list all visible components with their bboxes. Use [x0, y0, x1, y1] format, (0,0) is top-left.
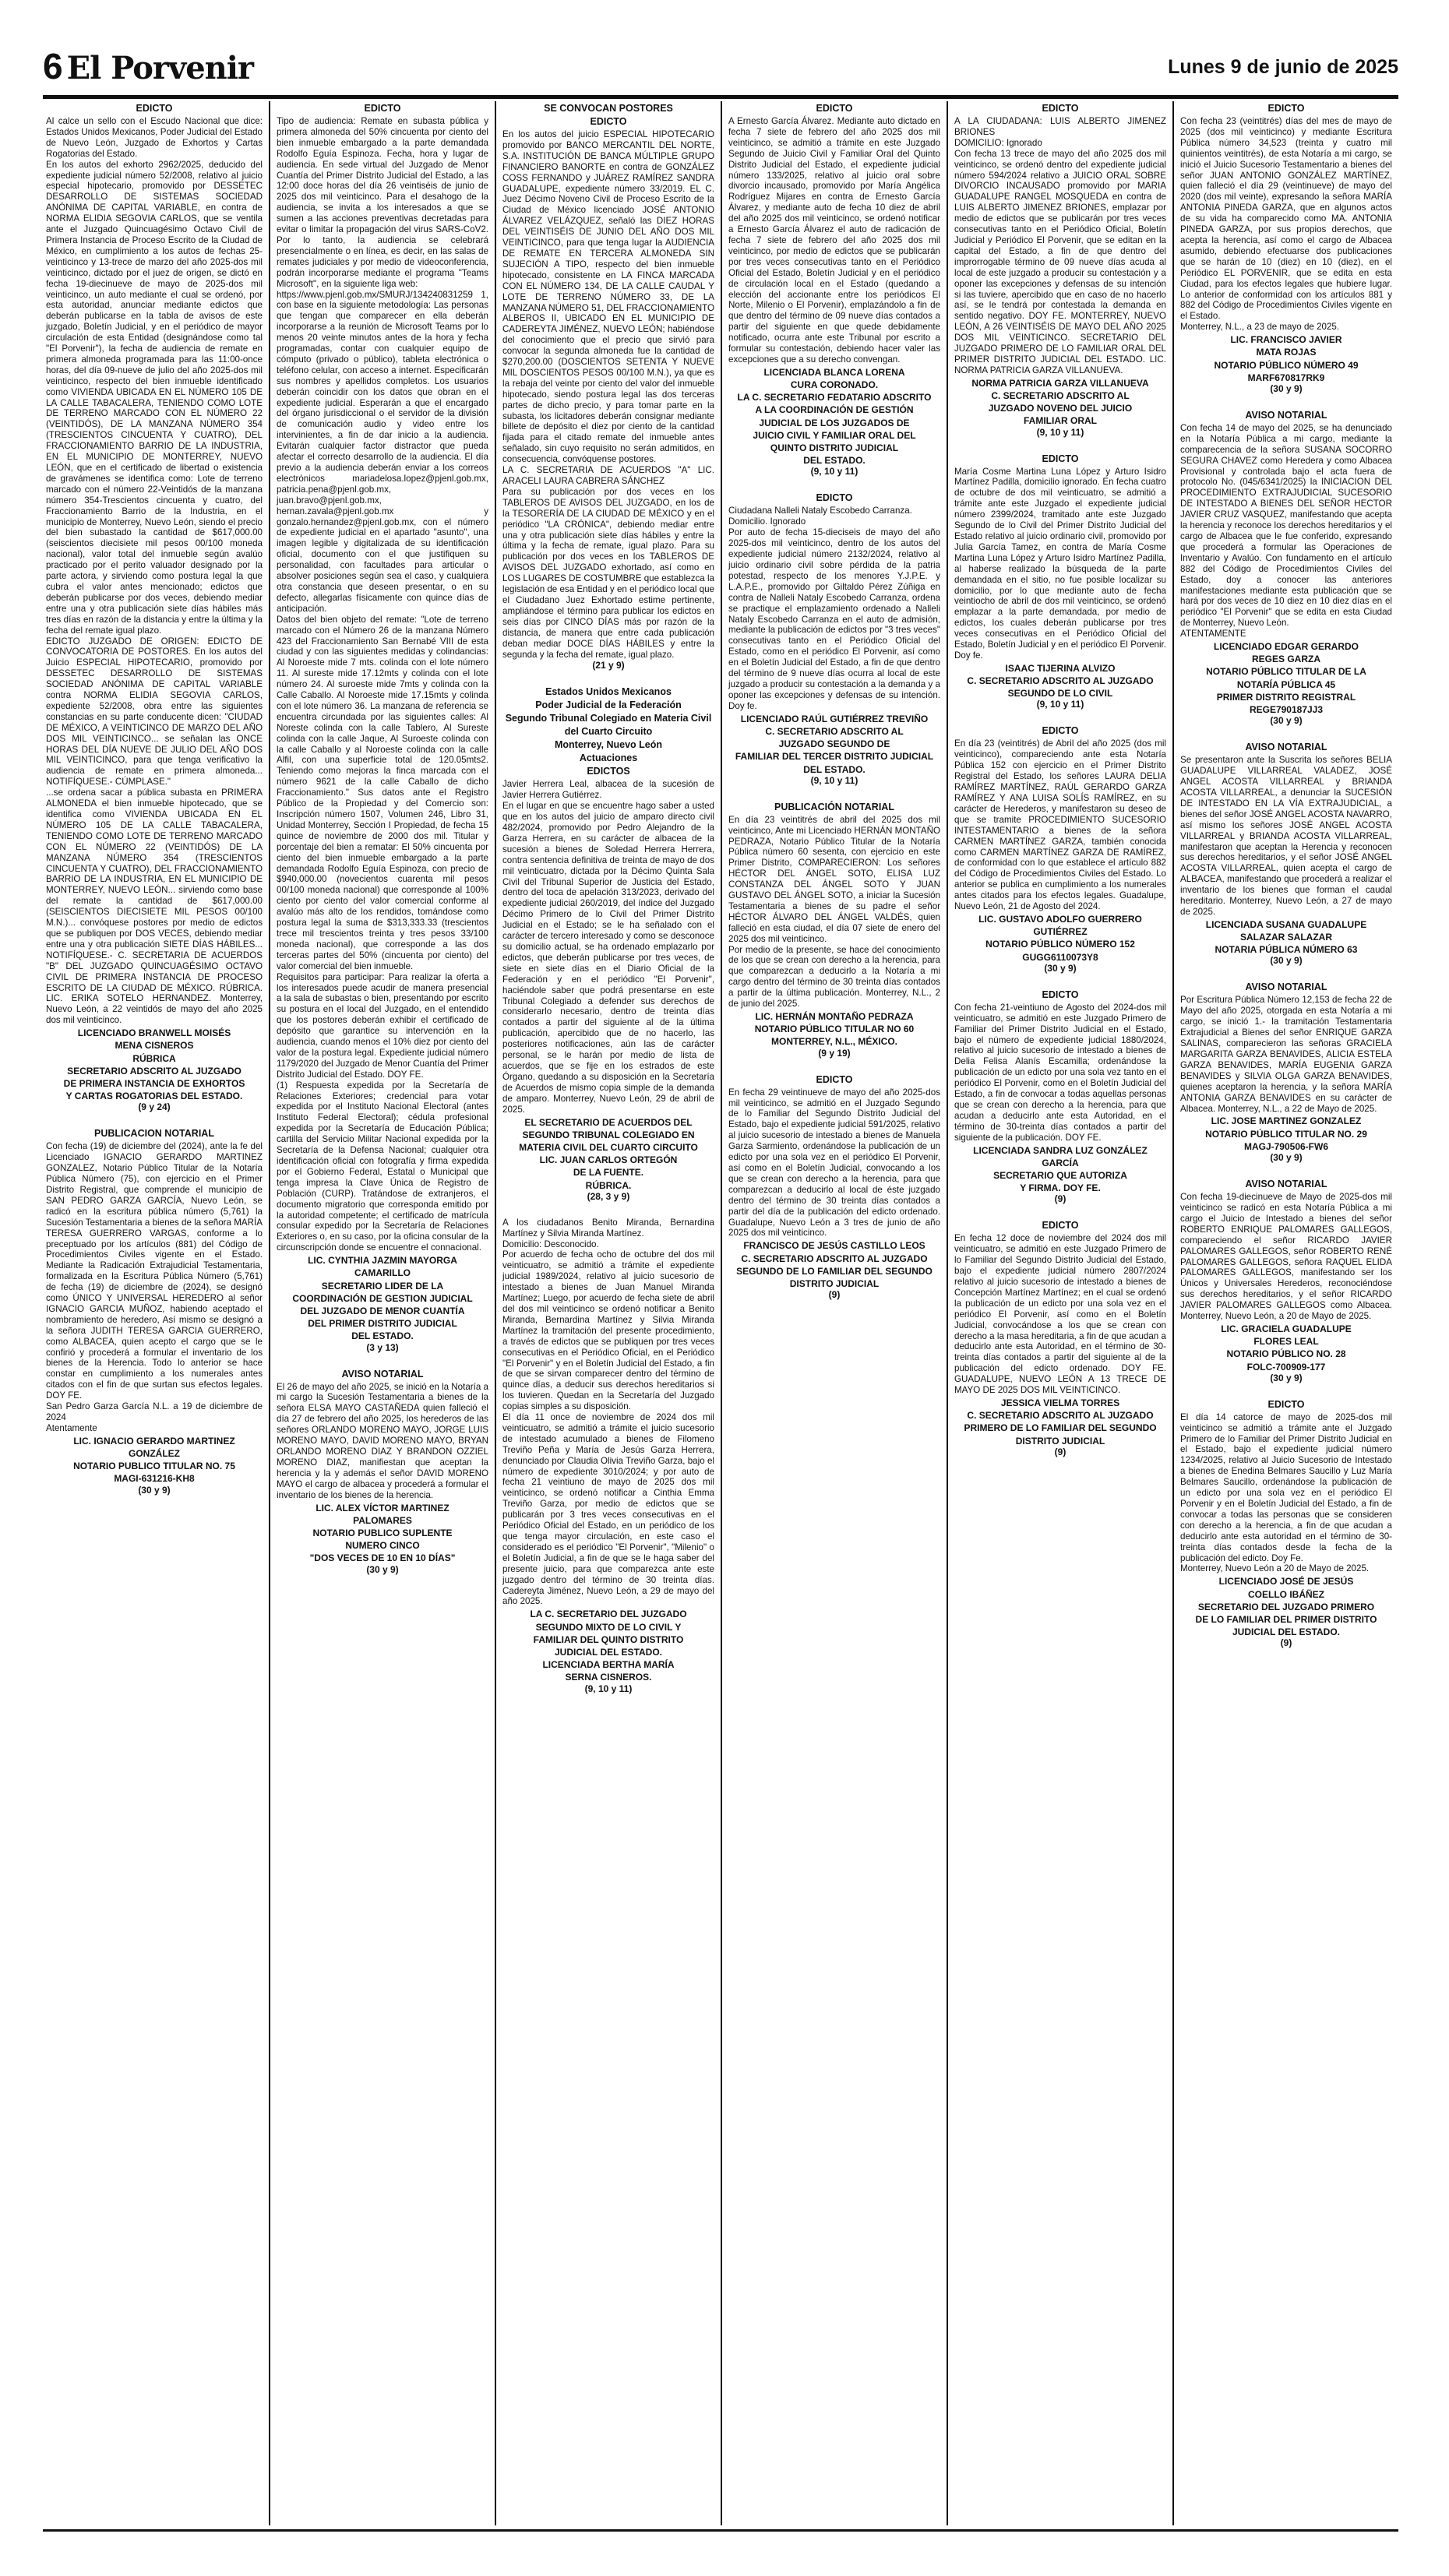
signature-line: GUGG6110073Y8	[1022, 951, 1098, 963]
signature-line: Y FIRMA. DOY FE.	[1020, 1182, 1101, 1194]
notice-paragraph: https://www.pjenl.gob.mx/SMURJ/134240831259 1, con base en la siguiente metodología: Las personas que tengan que comparecer en ella deberán incorporarse a la reunión de Microsoft Teams por lo menos 20 veinte minutos antes de la hora y fecha programadas, contar con cualquier equipo de cómputo (privado o público), tableta electrónica o teléfono celular, con acceso a internet. Especificarán sus nombres y apellidos completos. Los usuarios deberán coincidir con los datos que obran en el expediente judicial. Esperarán a que el encargado del órgano jurisdiccional o el servidor de la división de comunicación audio y video entre los intervinientes, a fin de dar inicio a la audiencia. Evitarán cualquier factor distractor que pueda afectar el correcto desarrollo de la audiencia. El día previo a la audiencia deberán enviar a los correos electrónicos mariadelosa.lopez@pjenl.gob.mx, patricia.pena@pjenl.gob.mx, juan.bravo@pjenl.gob.mx, hernan.zavala@pjenl.gob.mx y gonzalo.hernandez@pjenl.gob.mx, con el número de expediente judicial en el apartado "asunto", una imagen legible y digitalizada de su identificación oficial, documento con el que justifiquen su personalidad, con facultades para articular o absolver posiciones según sea el caso, y cualquiera otra constancia que deseen presentar, o en su defecto, allegarlas físicamente con quince días de anticipación.	[277, 289, 488, 614]
notice-paragraph: EDICTO JUZGADO DE ORIGEN: EDICTO DE CONVOCATORIA DE POSTORES. En los autos del Juicio ESPECIAL HIPOTECARIO, promovido por DESSETEC DESARROLLO DE SISTEMAS SOCIEDAD ANÓNIMA DE CAPITAL VARIABLE contra NORMA ELIDIA SEGOVIA CARLOS, expediente 52/2008, obra entre las siguientes constancias en su parte conducente dicen: "CIUDAD DE MÉXICO, A VEINTICINCO DE MARZO DEL AÑO DOS MIL VEINTICINCO... se señalan las ONCE HORAS DEL DÍA NUEVE DE JULIO DEL AÑO DOS MIL VEINTICINCO, para que tenga verificativo la audiencia de remate en primera almoneda... NOTIFÍQUESE.- CÚMPLASE."	[46, 636, 263, 788]
signature-line: SERNA CISNEROS.	[565, 1672, 652, 1683]
notice-paragraph: Ciudadana Nalleli Nataly Escobedo Carranza.	[728, 506, 912, 516]
publication-dates: (30 y 9)	[1270, 382, 1303, 394]
signature-line: LICENCIADO BRANWELL MOISÉS	[77, 1027, 231, 1039]
signature-line: JUICIO CIVIL Y FAMILIAR ORAL DEL	[753, 429, 916, 441]
notice-heading: AVISO NOTARIAL	[1245, 409, 1327, 421]
publication-dates: (9 y 24)	[138, 1101, 171, 1113]
notice-paragraph: Por acuerdo de fecha ocho de octubre del dos mil veinticuatro, se admitió a trámite el expediente judicial 1989/2024, relativo al juicio sucesorio de intestado a bienes de Juan Manuel Miranda Martínez; Luego, por acuerdo de fecha siete de abril del dos mil veinticinco se ordenó notificar a Benito Miranda, Bernardina Martínez y Silvia Miranda Martínez la tramitación del presente procedimiento, a través de edictos que se publiquen por tres veces consecutivas en el Periódico Oficial, en el Periódico "El Porvenir" y en el Boletín Judicial del Estado, a fin de que se sirvan comparecer dentro del término de quince días, a deducir sus derechos hereditarios si los tuvieren. Quedan en la Secretaría del Juzgado copias simples a su disposición.	[502, 1249, 714, 1412]
column-2	[269, 101, 495, 2525]
masthead-rule	[43, 95, 1398, 99]
signature-line: LIC. FRANCISCO JAVIER	[1230, 334, 1342, 346]
legal-notice	[728, 1074, 940, 1301]
column-6	[1172, 101, 1398, 2525]
signature-line: DEL ESTADO.	[803, 763, 866, 775]
signature-line: NOTARIO PÚBLICO NÚMERO 49	[1214, 359, 1359, 371]
publication-dates: (9, 10 y 11)	[1036, 426, 1084, 438]
notice-paragraph: Con fecha 19-diecinueve de Mayo de 2025-dos mil veinticinco se radicó en esta Notaría Pública a mi cargo el Juicio de Intestado a bienes del señor ROBERTO ENRIQUE PALOMARES GALLEGOS, compareciendo el señor RICARDO JAVIER PALOMARES GALLEGOS, señor ROBERTO RENÉ PALOMARES GALLEGOS, señora RAQUEL ELIDA PALOMARES GALLEGOS, manifestando ser los Únicos y Universales Herederos, reconociéndose sus derechos hereditarios, y el señor RICARDO JAVIER PALOMARES GALLEGOS como Albacea. Monterrey, Nuevo León, a 20 de Mayo de 2025.	[1180, 1192, 1392, 1322]
notice-heading: EDICTO	[816, 1073, 853, 1085]
notice-paragraph: En el lugar en que se encuentre hago saber a usted que en los autos del juicio de amparo directo civil 482/2024, promovido por Pedro Alejandro de la Garza Herrera, en su carácter de albacea de la sucesión a bienes de Soledad Herrera Herrera, contra sentencia definitiva de treinta de mayo de dos mil veinticuatro, dictada por la Décimo Quinta Sala Civil del Tribunal Superior de Justicia del Estado, dentro del toca de apelación 313/2023, derivado del expediente judicial 260/2019, del índice del Juzgado Décimo Primero de lo Civil del Primer Distrito Judicial en el Estado; se le ha señalado con el carácter de tercero interesado y como se desconoce su domicilio actual, se ha ordenado emplazarlo por edictos, que deberán publicarse por tres veces, de siete en siete días en el Diario Oficial de la Federación y en el periódico "El Porvenir", haciéndole saber que podrá presentarse en este Tribunal Colegiado a defender sus derechos de considerarlo necesario, dentro de treinta días contados a partir del siguiente al de la última publicación, apercibido que de no hacerlo, las posteriores notificaciones, aún las de carácter personal, se le harán por medio de lista de acuerdos, que se fije en los estrados de este Órgano, quedando a su disposición en la Secretaría de Acuerdos de mismo copia simple de la demanda de amparo. Monterrey, Nuevo León, 29 de abril de 2025.	[502, 801, 714, 1115]
notice-heading: Actuaciones	[579, 752, 638, 764]
notice-paragraph: En fecha 12 doce de noviembre del 2024 dos mil veinticuatro, se admitió en este Juzgado Primero de lo Familiar del Segundo Distrito Judicial del Estado, bajo el expediente judicial número 2807/2024 relativo al juicio sucesorio de intestado a bienes de Concepción Martínez Martínez; en el cual se ordenó la publicación de un edicto por una sola vez en el periódico El Porvenir, así como en el Boletín Judicial, convocándose a los que se crean con derecho a la masa hereditaria, a fin de que acudan a deducirlo ante esta Autoridad, en el término de 30-treinta días contados a partir del siguiente al de la publicación del edicto ordenado. DOY FE. GUADALUPE, NUEVO LEÓN A 13 TRECE DE MAYO DE 2025 DOS MIL VEINTICINCO.	[954, 1233, 1166, 1396]
signature-line: LICENCIADA SUSANA GUADALUPE	[1205, 918, 1367, 930]
notice-paragraph: A LA CIUDADANA: LUIS ALBERTO JIMENEZ BRIONES	[954, 116, 1166, 137]
signature-line: SECRETARIO DEL JUZGADO PRIMERO	[1197, 1601, 1375, 1612]
signature-line: NOTARIO PÚBLICO TITULAR DE LA	[1206, 666, 1366, 678]
signature-line: LIC. GUSTAVO ADOLFO GUERRERO	[978, 913, 1142, 925]
signature-line: C. SECRETARIO ADSCRITO AL JUZGADO	[967, 675, 1154, 687]
newspaper-page	[43, 47, 1398, 2532]
signature-line: NORMA PATRICIA GARZA VILLANUEVA	[971, 377, 1149, 389]
signature-line: LIC. JUAN CARLOS ORTEGÓN	[539, 1154, 678, 1166]
notice-paragraph: Por medio de la presente, se hace del conocimiento de los que se crean con derecho a la herencia, para que comparezcan a deducirlo a la Notaría a mi cargo dentro del término de 30 treinta días contados a partir de la última publicación. Monterrey, N.L., 2 de junio del 2025.	[728, 944, 940, 1010]
bottom-rule	[43, 2529, 1398, 2532]
notice-paragraph: El día 14 catorce de mayo de 2025-dos mil veinticinco se admitió a trámite ante el Juzgado Primero de lo Familiar del Primer Distrito Judicial en el Estado, bajo el expediente judicial número 1234/2025, relativo al Juicio Sucesorio de Intestado a bienes de Enedina Belmares Saucillo y Luz María Belmares Saucillo, ordenándose la publicación de un edicto por una sola vez en el periódico El Porvenir y en el Boletín Judicial del Estado, a fin de convocar a todas las personas que se consideren con derecho a la herencia, a fin de que acudan a deducirlo ante esta autoridad en el término de 30-treinta días contados desde la fecha de la publicación del edicto. Doy Fe.	[1180, 1411, 1392, 1563]
signature-line: FAMILIAR DEL QUINTO DISTRITO	[533, 1633, 684, 1645]
legal-notice	[954, 1220, 1166, 1457]
publication-dates: (30 y 9)	[1270, 715, 1303, 727]
legal-notice	[277, 1369, 488, 1575]
signature-line: SECRETARIO ADSCRITO AL JUZGADO	[67, 1065, 242, 1077]
notice-paragraph: LA C. SECRETARIA DE ACUERDOS "A" LIC. ARACELI LAURA CABRERA SÁNCHEZ	[502, 465, 714, 486]
notice-heading: EDICTO	[1042, 725, 1079, 737]
signature-line: SECRETARIO QUE AUTORIZA	[993, 1169, 1127, 1181]
legal-notice	[1180, 1179, 1392, 1383]
legal-notice	[277, 103, 488, 1353]
notice-paragraph: En día 23 (veintitrés) de Abril del año 2025 (dos mil veinticinco), compareciendo ante esta Notaría Pública 152 con ejercicio en el Primer Distrito Registral del Estado, los señores LAURA DELIA RAMÍREZ MARTÍNEZ, RAÚL GERARDO GARZA RAMÍREZ Y ANA LUISA SOLÍS RAMÍREZ, en su carácter de Herederos, y manifestaron su deseo de que se tramite PROCEDIMIENTO SUCESORIO INTESTAMENTARIO a bienes de la señora CARMEN MARTÍNEZ GARZA, también conocida como CARMEN MARTÍNEZ GARZA DE RAMÍREZ, de conformidad con lo que establece el artículo 882 del Código de Procedimientos Civiles del Estado. Lo anterior se publica en cumplimiento a los numerales antes citados para los efectos legales. Guadalupe, Nuevo León, 21 de Agosto del 2024.	[954, 738, 1166, 912]
signature-line: MAGI-631216-KH8	[114, 1473, 195, 1485]
signature-line: JESSICA VIELMA TORRES	[1000, 1397, 1120, 1408]
publication-dates: (9, 10 y 11)	[810, 774, 858, 786]
signature-line: LIC. GRACIELA GUADALUPE	[1221, 1323, 1352, 1334]
legal-notice	[1180, 1399, 1392, 1649]
signature-line: GONZÁLEZ	[129, 1448, 180, 1460]
signature-line: C. SECRETARIO ADSCRITO AL	[765, 725, 904, 737]
legal-notice	[1180, 981, 1392, 1163]
signature-line: LIC. CYNTHIA JAZMIN MAYORGA	[308, 1255, 457, 1267]
signature-line: NOTARIA PÚBLICA NÚMERO 63	[1215, 944, 1358, 956]
newspaper-title: El Porvenir	[66, 50, 254, 86]
signature-line: FAMILIAR DEL TERCER DISTRITO JUDICIAL	[735, 751, 934, 763]
notice-paragraph: En los autos del exhorto 2962/2025, deducido del expediente judicial número 52/2008, relativo al juicio especial hipotecario, promovido por DESSETEC DESARROLLO DE SISTEMAS SOCIEDAD ANÓNIMA DE CAPITAL VARIABLE, en contra de NORMA ELIDIA SEGOVIA CARLOS, que se ventila ante el Juzgado Quincuagésimo Octavo Civil de Primera Instancia de Proceso Escrito de la Ciudad de México, en cumplimiento a los autos de fechas 25-veinticinco y 13-trece de marzo del año 2025-dos mil veinticinco, dictado por el juez de origen, se dictó en fecha 19-diecinueve de mayo de 2025-dos mil veinticinco, un auto mediante el cual se ordenó, por esta autoridad, anunciar mediante edictos que deberán publicarse en la tabla de avisos de este juzgado, Boletín Judicial, y en el periódico de mayor circulación de esta Entidad (designándose como tal "El Porvenir"), la fecha de audiencia de remate en primera almoneda programada para las 11:00-once horas, del día 09-nueve de julio del año 2025-dos mil veinticinco, respecto del bien inmueble identificado como VIVIENDA UBICADA EN EL NÚMERO 105 DE LA CALLE TABACALERA, TENIENDO COMO LOTE DE TERRENO MARCADO CON EL NÚMERO 22 (VEINTIDÓS), DE LA MANZANA NÚMERO 354 (TRESCIENTOS CINCUENTA Y CUATRO), DEL FRACCIONAMIENTO BARRIO DE LA INDUSTRIA, EN EL MUNICIPIO DE MONTERREY, NUEVO LEÓN, que en el certificado de libertad o existencia de gravámenes se identifica como: Lote de terreno marcado con el número 22-Veintidós de la manzana número 354-Trescientos cincuenta y cuatro, del Fraccionamiento Barrio de la Industria, en el municipio de Monterrey, Nuevo León, siendo el precio del bien subastado la cantidad de $617,000.00 (seiscientos diecisiete mil pesos 00/100 moneda nacional), valor total del inmueble según avalúo practicado por el perito valuador designado por la parte actora, y sirviendo como postura legal la que cubra el valor antes mencionado; edictos que deberán publicarse por dos veces, debiendo mediar entre una y otra publicación siete días hábiles más tres días en razón de la distancia y entre la última y la fecha del remate igual plazo.	[46, 159, 263, 636]
signature-line: RÚBRICA.	[585, 1179, 632, 1191]
publication-dates: (9, 10 y 11)	[584, 1683, 633, 1694]
signature-line: DE LA FUENTE.	[573, 1167, 644, 1179]
signature-line: LICENCIADA BERTHA MARÍA	[542, 1659, 675, 1671]
masthead	[43, 47, 1398, 95]
publication-dates: (9, 10 y 11)	[1036, 699, 1084, 710]
signature-line: NOTARÍA PÚBLICA 45	[1236, 678, 1336, 690]
notice-paragraph: Con fecha 13 trece de mayo del año 2025 dos mil veinticinco, se ordenó dentro del expediente judicial número 594/2024 relativo a JUICIO ORAL SOBRE DIVORCIO INCAUSADO promovido por MARIA GUADALUPE RANGEL MOSQUEDA en contra de LUIS ALBERTO JIMENEZ BRIONES, emplazar por medio de edictos que se publicarán por tres veces consecutivas tanto en el Periódico Oficial, Boletín Judicial y Periódico El Porvenir, que se editan en la capital del Estado, a fin de que dentro del improrrogable término de 09 nueve días acuda al local de este juzgado a producir su contestación y a oponer las excepciones y defensas de su intención si las tuviere, apercibido que en caso de no hacerlo así, se le tendrá por contestada la demanda en sentido negativo. DOY FE. MONTERREY, NUEVO LEÓN, A 26 VEINTISÉIS DE MAYO DEL AÑO 2025 DOS MIL VEINTICINCO. SECRETARIO DEL JUZGADO PRIMERO DE LO FAMILIAR ORAL DEL PRIMER DISTRITO JUDICIAL DEL ESTADO. LIC. NORMA PATRICIA GARZA VILLANUEVA.	[954, 148, 1166, 375]
legal-notice	[502, 103, 714, 671]
issue-date: Lunes 9 de junio de 2025	[1168, 56, 1398, 78]
legal-notice	[728, 103, 940, 477]
column-1	[43, 101, 269, 2525]
legal-notice	[954, 989, 1166, 1205]
signature-line: DEL JUZGADO DE MENOR CUANTÍA	[300, 1305, 465, 1316]
signature-line: SEGUNDO TRIBUNAL COLEGIADO EN	[522, 1129, 695, 1140]
legal-notice	[502, 686, 714, 1201]
signature-line: DE LO FAMILIAR DEL PRIMER DISTRITO	[1195, 1613, 1377, 1625]
legal-notice	[1180, 742, 1392, 966]
publication-dates: (30 y 9)	[1270, 1372, 1303, 1383]
signature-line: C. SECRETARIO ADSCRITO AL	[991, 389, 1130, 401]
signature-line: MENA CISNEROS	[115, 1040, 194, 1052]
notice-paragraph: (1) Respuesta expedida por la Secretaría de Relaciones Exteriores; credencial para votar expedida por el Instituto Nacional Electoral (antes Instituto Federal Electoral); cédula profesional expedida por la Secretaría de Educación Pública; cartilla del Servicio Militar Nacional expedida por la Secretaría de la Defensa Nacional; cualquier otra identificación oficial con fotografía y firma expedida por el Gobierno Federal, Estatal o Municipal que tenga impresa la Clave Única de Registro de Población (CURP). Tratándose de extranjeros, el documento migratorio que corresponda emitido por la autoridad competente; el certificado de matrícula consular expedido por la Secretaría de Relaciones Exteriores o, en su caso, por la oficina consular de la circunscripción donde se encuentre el connacional.	[277, 1080, 488, 1253]
signature-line: FRANCISCO DE JESÚS CASTILLO LEOS	[743, 1240, 925, 1252]
notice-paragraph: En fecha 29 veintinueve de mayo del año 2025-dos mil veinticinco, se admitió en el Juzgado Segundo de lo Familiar del Segundo Distrito Judicial del Estado, bajo el expediente judicial 591/2025, relativo al juicio sucesorio de intestado a bienes de Manuela Garza Sarmiento, ordenándose la publicación de un edicto por una sola vez en el periódico El Porvenir, así como en el Boletín Judicial, convocando a los que se crean con derecho a la herencia, para que comparezcan a deducirlo al local de éste juzgado dentro del término de 30 treinta días contados a partir del día de la publicación del edicto ordenado. Guadalupe, Nuevo León a 3 tres de junio de año 2025 dos mil veinticinco.	[728, 1087, 940, 1239]
notice-paragraph: Requisitos para participar: Para realizar la oferta a los interesados puede acudir de manera presencial a la sala de subastas o bien, presentando por escrito su postura en el local del Juzgado, en el entendido que los postores deberán exhibir el certificado de depósito que garantice su intervención en la audiencia, cuando menos el 10% diez por ciento del valor de la postura legal. Expediente judicial número 1179/2020 del Juzgado de Menor Cuantía del Primer Distrito Judicial del Estado. DOY FE.	[277, 971, 488, 1080]
notice-paragraph: En día 23 veintitrés de abril del 2025 dos mil veinticinco, Ante mi Licenciado HERNÁN MONTAÑO PEDRAZA, Notario Público Titular de la Notaría Pública número 60 sesenta, con ejercicio en este Primer Distrito, COMPARECIERON: Los señores HÉCTOR DEL ÁNGEL SOTO, ELISA LUZ CONSTANZA DEL ÁNGEL SOTO Y JUAN GUSTAVO DEL ÁNGEL SOTO, a iniciar la Sucesión Testamentaria a bienes de su padre el señor HÉCTOR ÁLVARO DEL ÁNGEL VALDÉS, quien falleció en esta ciudad, el día 07 siete de enero del 2025 dos mil veinticinco.	[728, 814, 940, 944]
column-5	[947, 101, 1172, 2525]
signature-line: MONTERREY, N.L., MÉXICO.	[770, 1036, 897, 1048]
legal-notice	[954, 103, 1166, 438]
legal-notice	[46, 1128, 263, 1495]
publication-dates: (9 y 19)	[818, 1047, 851, 1059]
publication-dates: (9, 10 y 11)	[810, 466, 858, 477]
notice-paragraph: Domicilio. Ignorado	[728, 516, 806, 527]
newspaper-logo	[43, 48, 253, 86]
publication-dates: (9)	[1054, 1446, 1066, 1457]
notice-paragraph: Con fecha 21-veintiuno de Agosto del 2024-dos mil veinticuatro, se admitió en este Juzgado Primero de Familiar del Primer Distrito Judicial en el Estado, bajo el número de expediente judicial 1880/2024, relativo al juicio sucesorio de intestado a bienes de Delia Felisa Alanís Escamilla; ordenándose la publicación de un edicto por una sola vez tanto en el periódico El Porvenir, como en el Boletín Judicial del Estado, a fin de convocar a todas aquellas personas que se crean con derecho a la herencia, para que acudan a deducirlo ante esta Autoridad, en el término de 30-treinta días contados a partir del siguiente de la publicación. DOY FE.	[954, 1002, 1166, 1143]
signature-line: QUINTO DISTRITO JUDICIAL	[770, 442, 899, 454]
notice-paragraph: Tipo de audiencia: Remate en subasta pública y primera almoneda del 50% cincuenta por ciento del bien inmueble embargado a la parte demandada Rodolfo Eguía Espinoza. Fecha, hora y lugar de audiencia. En sede virtual del Juzgado de Menor Cuantía del Primer Distrito Judicial del Estado, a las 12:00 doce horas del día 26 veintiséis de junio de 2025 dos mil veinticinco. Para el desahogo de la audiencia, se invita a los interesados a que se sumen a las acciones preventivas decretadas para evitar o limitar la propagación del virus SARS-CoV2. Por lo tanto, la audiencia se celebrará presencialmente o en línea, es decir, en las salas de remates judiciales y por medio de videoconferencia, podrán incorporarse mediante el programa "Teams Microsoft", en la siguiente liga web:	[277, 116, 488, 289]
notice-heading: AVISO NOTARIAL	[1245, 1179, 1327, 1190]
signature-line: MATA ROJAS	[1256, 347, 1317, 358]
notice-heading: EDICTO	[1042, 103, 1079, 114]
notice-paragraph: ...se ordena sacar a pública subasta en PRIMERA ALMONEDA el bien inmueble hipotecado, que se identifica como VIVIENDA UBICADA EN EL NÚMERO 105 DE LA CALLE TABACALERA, TENIENDO COMO LOTE DE TERRENO MARCADO CON EL NÚMERO 22 (VEINTIDÓS) DE LA MANZANA NÚMERO 354 (TRESCIENTOS CINCUENTA Y CUATRO), DEL FRACCIONAMIENTO BARRIO DE LA INDUSTRIA, EN EL MUNICIPIO DE MONTERREY, NUEVO LEÓN... sirviendo como base del remate la cantidad de $617,000.00 (SEISCIENTOS DIECISIETE MIL PESOS 00/100 M.N.)... convóquese postores por medio de edictos que se publiquen por DOS VECES, debiendo mediar entre una y otra publicación SIETE DÍAS HÁBILES... NOTIFÍQUESE.- C. SECRETARIA DE ACUERDOS "B" DEL JUZGADO QUINCUAGÉSIMO OCTAVO CIVIL DE PRIMERA INSTANCIA DE PROCESO ESCRITO DE LA CIUDAD DE MÉXICO. RÚBRICA. LIC. ERIKA SOTELO HERNANDEZ. Monterrey, Nuevo León, a 22 veintidós de mayo del año 2025 dos mil veinticinco.	[46, 788, 263, 1026]
signature-line: LIC. IGNACIO GERARDO MARTINEZ	[73, 1435, 235, 1447]
signature-line: PRIMERO DE LO FAMILIAR DEL SEGUNDO	[964, 1422, 1157, 1434]
notice-heading: EDICTO	[1042, 1220, 1079, 1232]
legal-notice	[728, 492, 940, 785]
notice-paragraph: Se presentaron ante la Suscrita los señores BELIA GUADALUPE VILLARREAL VALADEZ, JOSÉ ANGEL ACOSTA VILLARREAL y BRIANDA ACOSTA VILLARREAL, a denunciar la SUCESIÓN DE INTESTADO EN LA VÍA EXTRAJUDICIAL, a bienes del señor JOSÉ ANGEL ACOSTA NAVARRO, así mismo los señores JOSÉ ANGEL ACOSTA VILLARREAL y BRIANDA ACOSTA VILLARREAL, manifestaron que aceptan la Herencia y reconocen sus derechos hereditarios, y el señor JOSÉ ANGEL ACOSTA VILLARREAL, quien acepta el cargo de ALBACEA, manifestando que procederá a realizar el inventario de los bienes que forman el caudal hereditario. Monterrey, Nuevo León, a 27 de mayo de 2025.	[1180, 755, 1392, 917]
signature-line: JUDICIAL DEL ESTADO.	[554, 1646, 663, 1658]
notice-paragraph: Javier Herrera Leal, albacea de la sucesión de Javier Herrera Gutiérrez.	[502, 779, 714, 801]
signature-line: NOTARIO PÚBLICO NO. 28	[1226, 1348, 1346, 1360]
signature-line: FAMILIAR ORAL	[1024, 415, 1097, 427]
notice-heading: AVISO NOTARIAL	[341, 1368, 424, 1380]
notice-heading: AVISO NOTARIAL	[1245, 981, 1327, 993]
publication-dates: (9)	[828, 1289, 841, 1301]
notice-paragraph: Por auto de fecha 15-dieciseis de mayo del año 2025-dos mil veinticinco, dentro de los autos del expediente judicial número 2132/2024, relativo al juicio ordinario civil sobre pérdida de la patria potestad, respecto de los menores Y.J.P.E. y L.A.P.E., promovido por Giltaldo Pérez Zúñiga en contra de Nalleli Nataly Escobedo Carranza, ordena se practique el emplazamiento ordenado a Nalleli Nataly Escobedo Carranza en el auto de admisión, mediante la publicación de edictos por "3 tres veces" consecutivas tanto en el Periódico Oficial del Estado, como en el periódico El Porvenir, así como en el Boletín Judicial del Estado, a fin de que dentro del término de 9 nueve días ocurra al local de este juzgado a producir su contestación a la demanda y a oponer las excepciones y defensas de su intención. Doy fe.	[728, 527, 940, 711]
notice-heading: PUBLICACIÓN NOTARIAL	[774, 801, 894, 812]
notice-paragraph: María Cosme Martina Luna López y Arturo Isidro Martínez Padilla, domicilio ignorado. En fecha cuatro de octubre de dos mil veinticuatro, se admitió a trámite ante este Juzgado el expediente judicial número 2399/2024, tramitado ante este Juzgado Segundo de lo Civil del Primer Distrito Judicial del Estado relativo al juicio ordinario civil, promovido por Julia García Tamez, en contra de María Cosme Martina Luna López y Arturo Isidro Martínez Padilla, al haberse realizado la búsqueda de la parte demandada en el sitio, no fue posible localizar su domicilio, por lo que mediante auto de fecha veintiocho de abril de dos mil veinticinco, se ordenó emplazar a la parte demandada, por medio de edictos, los cuales deberán publicarse por tres veces consecutivas en el Periódico Oficial del Estado, Boletín Judicial y en el periódico El Porvenir. Doy fe.	[954, 466, 1166, 661]
signature-line: MARF670817RK9	[1247, 372, 1325, 383]
legal-notice	[1180, 103, 1392, 394]
publication-dates: (21 y 9)	[592, 660, 625, 671]
signature-line: FLORES LEAL	[1253, 1336, 1319, 1348]
signature-line: DISTRITO JUDICIAL	[789, 1277, 880, 1289]
legal-notice	[954, 725, 1166, 973]
signature-line: SEGUNDO MIXTO DE LO CIVIL Y	[535, 1621, 682, 1633]
notice-paragraph: Datos del bien objeto del remate: "Lote de terreno marcado con el Número 26 de la manzana Número 423 del Fraccionamiento San Bernabé VIII de esta ciudad y con las siguientes medidas y colindancias: Al Noroeste mide 7 mts. colinda con el lote número 11. Al sureste mide 17.12mts y colinda con el lote número 24. Al suroeste mide 7mts y colinda con la Calle Caballo. Al Noroeste mide 17.15mts y colinda con el lote número 36. La manzana de referencia se encuentra circundada por las siguientes calles: Al Noreste colinda con la calle Tablero, Al Sureste colinda con la calle Jaque, Al Suroeste colinda con la calle Caballo y al Noroeste colinda con la calle Alfil, con una superficie total de 120.05mts2. Teniendo como mejoras la finca marcada con el número 9621 de la calle Caballo de dicho Fraccionamiento." Sus datos ante el Registro Público de la Propiedad y del Comercio son: Inscripción número 1507, Volumen 246, Libro 31, Unidad Monterrey, Sección I Propiedad, de fecha 15 quince de noviembre de 2000 dos mil. Titular y porcentaje del bien a rematar: El 50% cincuenta por ciento del bien inmueble embargado a la parte demandada Rodolfo Eguía Espinoza, con precio de $940,000.00 (novecientos cuarenta mil pesos 00/100 moneda nacional) que corresponde al 100% ciento por ciento del valor comercial conforme al avalúo más alto de los rendidos, tomándose como postura legal la suma de $313,333.33 (trescientos trece mil trescientos treinta y tres pesos 33/100 moneda nacional), que corresponde a las dos terceras partes del 50% (cincuenta por ciento) del valor comercial del bien inmueble.	[277, 614, 488, 971]
notice-heading: EDICTO	[1042, 453, 1079, 464]
signature-line: PALOMARES	[353, 1514, 412, 1526]
signature-line: SEGUNDO DE LO FAMILIAR DEL SEGUNDO	[736, 1265, 933, 1277]
notice-heading: Segundo Tribunal Colegiado en Materia Civil	[505, 713, 712, 724]
notice-heading: Poder Judicial de la Federación	[535, 700, 682, 711]
signature-line: DISTRITO JUDICIAL	[1015, 1435, 1105, 1447]
signature-line: JUDICIAL DE LOS JUZGADOS DE	[759, 417, 910, 428]
notice-heading: Monterrey, Nuevo León	[555, 739, 662, 751]
signature-line: NOTARIO PÚBLICO NÚMERO 152	[985, 939, 1135, 950]
notice-heading: EDICTO	[1042, 988, 1079, 1000]
notice-heading: EDICTO	[816, 103, 853, 114]
column-4	[721, 101, 947, 2525]
legal-notice	[46, 103, 263, 1112]
notice-paragraph: Para su publicación por dos veces en los TABLEROS DE AVISOS DEL JUZGADO, en los de la TESORERÍA DE LA CIUDAD DE MÉXICO y en el periódico "LA CRÓNICA", debiendo mediar entre una y otra publicación siete días hábiles y entre la última y la fecha de remate, igual plazo. Para su publicación por dos veces en los TABLEROS DE AVISOS DEL JUZGADO exhortado, así como en LOS LUGARES DE COSTUMBRE que establezca la legislación de esa Entidad y en el periódico local que el Ciudadano Juez Exhortado estime pertinente, ampliándose el término para publicar los edictos en seis días por CINCO DÍAS más por razón de la distancia, de manera que entre cada publicación deban mediar DOCE DÍAS HÁBILES y entre la segunda y la fecha del remate, igual plazo.	[502, 486, 714, 660]
publication-dates: (3 y 13)	[366, 1341, 399, 1353]
notice-heading: del Cuarto Circuito	[564, 726, 653, 738]
notice-heading: EDICTO	[1267, 103, 1305, 114]
signature-line: NOTARIO PÚBLICO TITULAR NO 60	[754, 1024, 915, 1035]
signature-line: JUZGADO NOVENO DEL JUICIO	[988, 403, 1133, 414]
publication-dates: (9)	[1054, 1193, 1066, 1205]
notice-paragraph: A Ernesto García Álvarez. Mediante auto dictado en fecha 7 siete de febrero del año 2025 dos mil veinticinco, se admitió a trámite en este Juzgado Segundo de Juicio Civil y Familiar Oral del Quinto Distrito Judicial del Estado, el expediente judicial número 133/2025, relativo al juicio oral sobre divorcio incausado, promovido por María Angélica Rodríguez Mijares en contra de Ernesto García Álvarez, y mediante auto de fecha 10 diez de abril del año 2025 dos mil veinticinco, se ordenó notificar a Ernesto García Álvarez el auto de radicación de fecha 7 siete de febrero del año 2025 dos mil veinticinco, por medio de edictos que se publicarán por tres veces consecutivas tanto en el Periódico Oficial del Estado, Boletín Judicial y en el periódico de circulación local en el Estado (quedando a elección del accionante entre los periódicos El Norte, Milenio o El Porvenir), emplazándolo a fin de que dentro del término de 09 nueve días contados a partir del siguiente en que quede debidamente notificado, ocurra ante este Tribunal por escrito a formular su contestación, debiendo hacer valer las excepciones que a su derecho convengan.	[728, 116, 940, 365]
signature-line: CURA CORONADO.	[790, 379, 879, 391]
notice-heading: EDICTO	[1267, 1398, 1305, 1410]
notice-paragraph: Monterrey, Nuevo León a 20 de Mayo de 2025.	[1180, 1563, 1370, 1574]
notice-heading: PUBLICACION NOTARIAL	[94, 1128, 214, 1140]
legal-notice	[502, 1218, 714, 1694]
page-number: 6	[43, 46, 62, 86]
signature-line: LA C. SECRETARIO DEL JUZGADO	[530, 1609, 687, 1620]
signature-line: SEGUNDO DE LO CIVIL	[1007, 688, 1113, 700]
signature-line: GARCÍA	[1042, 1157, 1079, 1168]
notice-heading: SE CONVOCAN POSTORES	[544, 103, 673, 114]
signature-line: PRIMER DISTRITO REGISTRAL	[1216, 691, 1356, 703]
notice-heading: Estados Unidos Mexicanos	[545, 686, 672, 698]
notice-paragraph: En los autos del juicio ESPECIAL HIPOTECARIO promovido por BANCO MERCANTIL DEL NORTE, S.A. INSTITUCIÓN DE BANCA MÚLTIPLE GRUPO FINANCIERO BANORTE en contra de GONZÁLEZ COSS FERNANDO y JUÁREZ RAMÍREZ SANDRA GUADALUPE, expediente número 33/2019. EL C. Juez Décimo Noveno Civil de Proceso Escrito de la Ciudad de México licenciado JOSÉ ANTONIO ÁLVAREZ VELÁZQUEZ, señaló las DIEZ HORAS DEL VEINTISÉIS DE JUNIO DEL AÑO DOS MIL VEINTICINCO, para que tenga lugar la AUDIENCIA DE REMATE EN TERCERA ALMONEDA SIN SUJECIÓN A TIPO, respecto del bien inmueble hipotecado, consistente en LA FINCA MARCADA CON EL NÚMERO 134, DE LA CALLE CAUDAL Y LOTE DE TERRENO NÚMERO 33, DE LA MANZANA NÚMERO 51, DEL FRACCIONAMIENTO ALBEROS II, UBICADO EN EL MUNICIPIO DE CADEREYTA JIMÉNEZ, NUEVO LEÓN; habiéndose del conocimiento que el precio que sirvió para convocar la segunda almoneda fue la cantidad de $270,200.00 (DOSCIENTOS SETENTA Y NUEVE MIL DOSCIENTOS PESOS 00/100 M.N.), ya que es la rebaja del veinte por ciento del valor del inmueble hipotecado, siendo postura legal las dos terceras partes de dicho precio, y para tomar parte en la subasta, los licitadores deberán consignar mediante billete de depósito el diez por ciento de la cantidad fijada para el citado remate del inmueble antes señalado, sin cuyo requisito no serán admitidos, en consecuencia, convóquense postores.	[502, 129, 714, 465]
signature-line: JUDICIAL DEL ESTADO.	[1232, 1626, 1341, 1638]
signature-line: COELLO IBÁÑEZ	[1248, 1588, 1324, 1600]
legal-notice	[728, 802, 940, 1059]
signature-line: REGE790187JJ3	[1249, 704, 1324, 716]
signature-line: FOLC-700909-177	[1246, 1361, 1326, 1373]
notice-paragraph: San Pedro Garza García N.L. a 19 de diciembre de 2024	[46, 1401, 263, 1422]
signature-line: NOTARIO PUBLICO SUPLENTE	[312, 1527, 453, 1538]
signature-line: DEL PRIMER DISTRITO JUDICIAL	[308, 1318, 457, 1330]
publication-dates: (30 y 9)	[366, 1563, 399, 1575]
notice-paragraph: ATENTAMENTE	[1180, 629, 1246, 640]
notice-heading: EDICTO	[364, 103, 401, 114]
signature-line: LA C. SECRETARIO FEDATARIO ADSCRITO	[737, 392, 932, 403]
signature-line: GUTIÉRREZ	[1033, 926, 1088, 938]
legal-notice	[954, 453, 1166, 710]
signature-line: LIC. JOSE MARTINEZ GONZALEZ	[1211, 1115, 1362, 1127]
signature-line: LICENCIADO JOSÉ DE JESÚS	[1218, 1576, 1354, 1588]
notice-heading: EDICTO	[590, 116, 627, 127]
notice-heading: EDICTO	[136, 103, 173, 114]
signature-line: C. SECRETARIO ADSCRITO AL JUZGADO	[741, 1253, 928, 1264]
notice-paragraph: Domicilio: Desconocido.	[502, 1239, 599, 1249]
signature-line: Y CARTAS ROGATORIAS DEL ESTADO.	[65, 1091, 243, 1102]
signature-line: EL SECRETARIO DE ACUERDOS DEL	[524, 1116, 693, 1128]
signature-line: LICENCIADA SANDRA LUZ GONZÁLEZ	[973, 1144, 1148, 1156]
signature-line: MATERIA CIVIL DEL CUARTO CIRCUITO	[519, 1141, 698, 1153]
notice-paragraph: Monterrey, N.L., a 23 de mayo de 2025.	[1180, 322, 1340, 333]
notice-paragraph: A los ciudadanos Benito Miranda, Bernardina Martínez y Silvia Miranda Martínez.	[502, 1217, 714, 1239]
signature-line: C. SECRETARIO ADSCRITO AL JUZGADO	[967, 1410, 1154, 1422]
signature-line: LICENCIADA BLANCA LORENA	[763, 366, 905, 378]
signature-line: JUZGADO SEGUNDO DE	[778, 738, 890, 750]
signature-line: SECRETARIO LIDER DE LA	[321, 1280, 444, 1292]
signature-line: NOTARIO PUBLICO TITULAR NO. 75	[73, 1461, 235, 1472]
notice-heading: AVISO NOTARIAL	[1245, 742, 1327, 753]
notice-paragraph: DOMICILIO: Ignorado	[954, 137, 1042, 148]
signature-line: RÚBRICA	[132, 1052, 176, 1064]
signature-line: REGES GARZA	[1251, 654, 1320, 665]
signature-line: A LA COORDINACIÓN DE GESTIÓN	[755, 404, 914, 416]
signature-line: "DOS VECES DE 10 EN 10 DÍAS"	[309, 1552, 456, 1564]
notice-paragraph: Con fecha 23 (veintitrés) días del mes de mayo de 2025 (dos mil veinticinco) y mediante Escritura Pública número 34,523 (treinta y cuatro mil quinientos veintitrés), de esta Notaría a mi cargo, se inició el Juicio Sucesorio Testamentario a bienes del señor JUAN ANTONIO GONZÁLEZ MARTÍNEZ, quien falleció el día 29 (veintinueve) de mayo del 2020 (dos mil veinte), expresando la señora MARÍA ANTONIA PINEDA GARZA, que en algunos actos de su vida ha comparecido como MA. ANTONIA PINEDA GARZA, por sus propios derechos, que acepta la herencia, así como el cargo de Albacea asumido, debiendo efectuarse dos publicaciones que se harán de 10 (diez) en 10 (diez), en el Periódico EL PORVENIR, que se edita en esta Ciudad, para los efectos legales que hubiere lugar. Lo anterior de conformidad con los artículos 881 y 882 del Código de Procedimientos Civiles vigente en el Estado.	[1180, 116, 1392, 322]
signature-line: LIC. ALEX VÍCTOR MARTINEZ	[316, 1502, 450, 1514]
publication-dates: (30 y 9)	[1270, 955, 1303, 967]
publication-dates: (9)	[1280, 1637, 1292, 1649]
signature-line: DE PRIMERA INSTANCIA DE EXHORTOS	[63, 1077, 245, 1089]
legal-notices-grid	[43, 101, 1398, 2525]
publication-dates: (30 y 9)	[1270, 1152, 1303, 1164]
notice-paragraph: Atentamente	[46, 1422, 97, 1433]
column-3	[495, 101, 721, 2525]
signature-line: LICENCIADO EDGAR GERARDO	[1213, 641, 1359, 653]
signature-line: DEL ESTADO.	[351, 1330, 414, 1342]
signature-line: CAMARILLO	[354, 1267, 411, 1279]
notice-paragraph: Con fecha (19) de diciembre del (2024), ante la fe del Licenciado IGNACIO GERARDO MARTINEZ GONZALEZ, Notario Público Titular de la Notaría Pública Número (75), con ejercicio en el Primer Distrito Registral, que comprende el municipio de SAN PEDRO GARZA GARCÍA, Nuevo León, se radicó en la escritura pública número (5,761) la Sucesión Testamentaria a bienes de la señora MARÍA TERESA GUERRERO VARGAS, conforme a lo preceptuado por los artículos (881) del Código de Procedimientos Civiles vigente en el Estado. Mediante la Radicación Extrajudicial Testamentaria, formalizada en la Escritura Pública Número (5,761) de fecha (19) de diciembre de (2024), se designó como ÚNICO Y UNIVERSAL HEREDERO al señor IGNACIO GARCIA MUÑOZ, habiendo aceptado el nombramiento de heredero, Así mismo se designó a la señora JUDITH TERESA GARCIA GUERRERO, como ALBACEA, quien acepto el cargo que se le confirió y procederá a formular el inventario de los bienes de la Herencia. Todo lo anterior se hace constar en cumplimiento a los numerales antes citados con el fin de que surtan sus efectos legales. DOY FE.	[46, 1141, 263, 1401]
signature-line: MAGJ-790506-FW6	[1243, 1140, 1329, 1152]
notice-paragraph: Por Escritura Pública Número 12,153 de fecha 22 de Mayo del año 2025, otorgada en esta Notaría a mi cargo, se inició 1.- la tramitación Testamentaria Extrajudicial a Bienes del señor ENRIQUE GARZA SALINAS, comparecieron las señoras GRACIELA MARGARITA GARZA BENAVIDES, ALICIA ESTELA GARZA BENAVIDES, MARÍA EUGENIA GARZA BENAVIDES y SILVIA OLGA GARZA BENAVIDES, quienes aceptaron la herencia, y la señora MARÍA ANTONIA GARZA BENAVIDES en su carácter de Albacea. Monterrey, N.L., a 22 de Mayo de 2025.	[1180, 995, 1392, 1114]
signature-line: LIC. HERNÁN MONTAÑO PEDRAZA	[755, 1011, 914, 1023]
notice-paragraph: Al calce un sello con el Escudo Nacional que dice: Estados Unidos Mexicanos, Poder Judicial del Estado de Nuevo León, Juzgado de Exhortos y Cartas Rogatorias del Estado.	[46, 116, 263, 159]
notice-paragraph: El día 11 once de noviembre de 2024 dos mil veinticuatro, se admitió a trámite el juicio sucesorio de intestado acumulado a bienes de Filomeno Treviño Peña y María de Jesús Garza Herrera, denunciado por Claudia Olivia Treviño Garza, bajo el número de expediente 3010/2024; y por auto de fecha 21 veintiuno de mayo de 2025 dos mil veinticinco, se ordenó notificar a Cinthia Emma Treviño Garza, por medio de edictos que se publicarán por 3 tres veces consecutivas en el Periódico Oficial del Estado, en un periódico de los que tenga mayor circulación, en este caso el considerado es el periódico "El Porvenir", "Milenio" o el Boletín Judicial, a fin de que se le haga saber del presente juicio, para que comparezca ante este juzgado dentro del término de 30 treinta días. Cadereyta Jiménez, Nuevo León, a 29 de mayo del año 2025.	[502, 1412, 714, 1607]
publication-dates: (30 y 9)	[138, 1484, 171, 1496]
signature-line: DEL ESTADO.	[803, 455, 866, 467]
signature-line: COORDINACIÓN DE GESTION JUDICIAL	[292, 1292, 473, 1304]
notice-heading: EDICTO	[816, 492, 853, 504]
notice-paragraph: Con fecha 14 de mayo del 2025, se ha denunciado en la Notaría Pública a mi cargo, mediante la comparecencia de la señora SUSANA SOCORRO SEGURA CHAVEZ como Heredera y como Albacea Provisional y controlada bajo el acta fuera de protocolo No. (045/6341/2025) la INICIACION DEL PROCEDIMIENTO EXTRAJUDICIAL SUCESORIO DE INTESTADO A BIENES DEL SEÑOR HECTOR JAVIER CRUZ VASQUEZ, manifestando que acepta la herencia y reconoce los derechos hereditarios y el cargo de Albacea que le fue conferido, expresando que procederá a formular las Operaciones de Inventario y Avalúo. Con fundamento en el artículo 882 del Código de Procedimientos Civiles del Estado, doy a conocer las anteriores manifestaciones mediante esta publicación que se hará por dos veces de 10 diez en 10 diez días en el periódico "El Porvenir" que se edita en esta Ciudad de Monterrey, Nuevo León.	[1180, 422, 1392, 629]
signature-line: LICENCIADO RAÚL GUTIÉRREZ TREVIÑO	[740, 713, 929, 724]
notice-paragraph: El 26 de mayo del año 2025, se inició en la Notaría a mi cargo la Sucesión Testamentaria a bienes de la señora ELSA MAYO CASTAÑEDA quien falleció el día 27 de febrero del año 2025, los herederos de las señores ORLANDO MORENO MAYO, JORGE LUIS MORENO MAYO, DAVID MORENO MAYO, BRYAN ORLANDO MORENO DIAZ Y BRANDON OZZIEL MORENO DIAZ, manifiestan que aceptan la herencia y la y además el señor DAVID MORENO MAYO el cargo de albacea y procederá a formular el inventario de los bienes de la herencia.	[277, 1381, 488, 1500]
signature-line: NOTARIO PÚBLICO TITULAR NO. 29	[1205, 1128, 1367, 1140]
publication-dates: (28, 3 y 9)	[587, 1190, 630, 1202]
signature-line: NUMERO CINCO	[345, 1540, 420, 1552]
legal-notice	[1180, 410, 1392, 726]
publication-dates: (30 y 9)	[1044, 962, 1077, 974]
signature-line: ISAAC TIJERINA ALVIZO	[1005, 662, 1116, 674]
notice-heading: EDICTOS	[587, 766, 630, 777]
signature-line: SALAZAR SALAZAR	[1240, 932, 1332, 943]
